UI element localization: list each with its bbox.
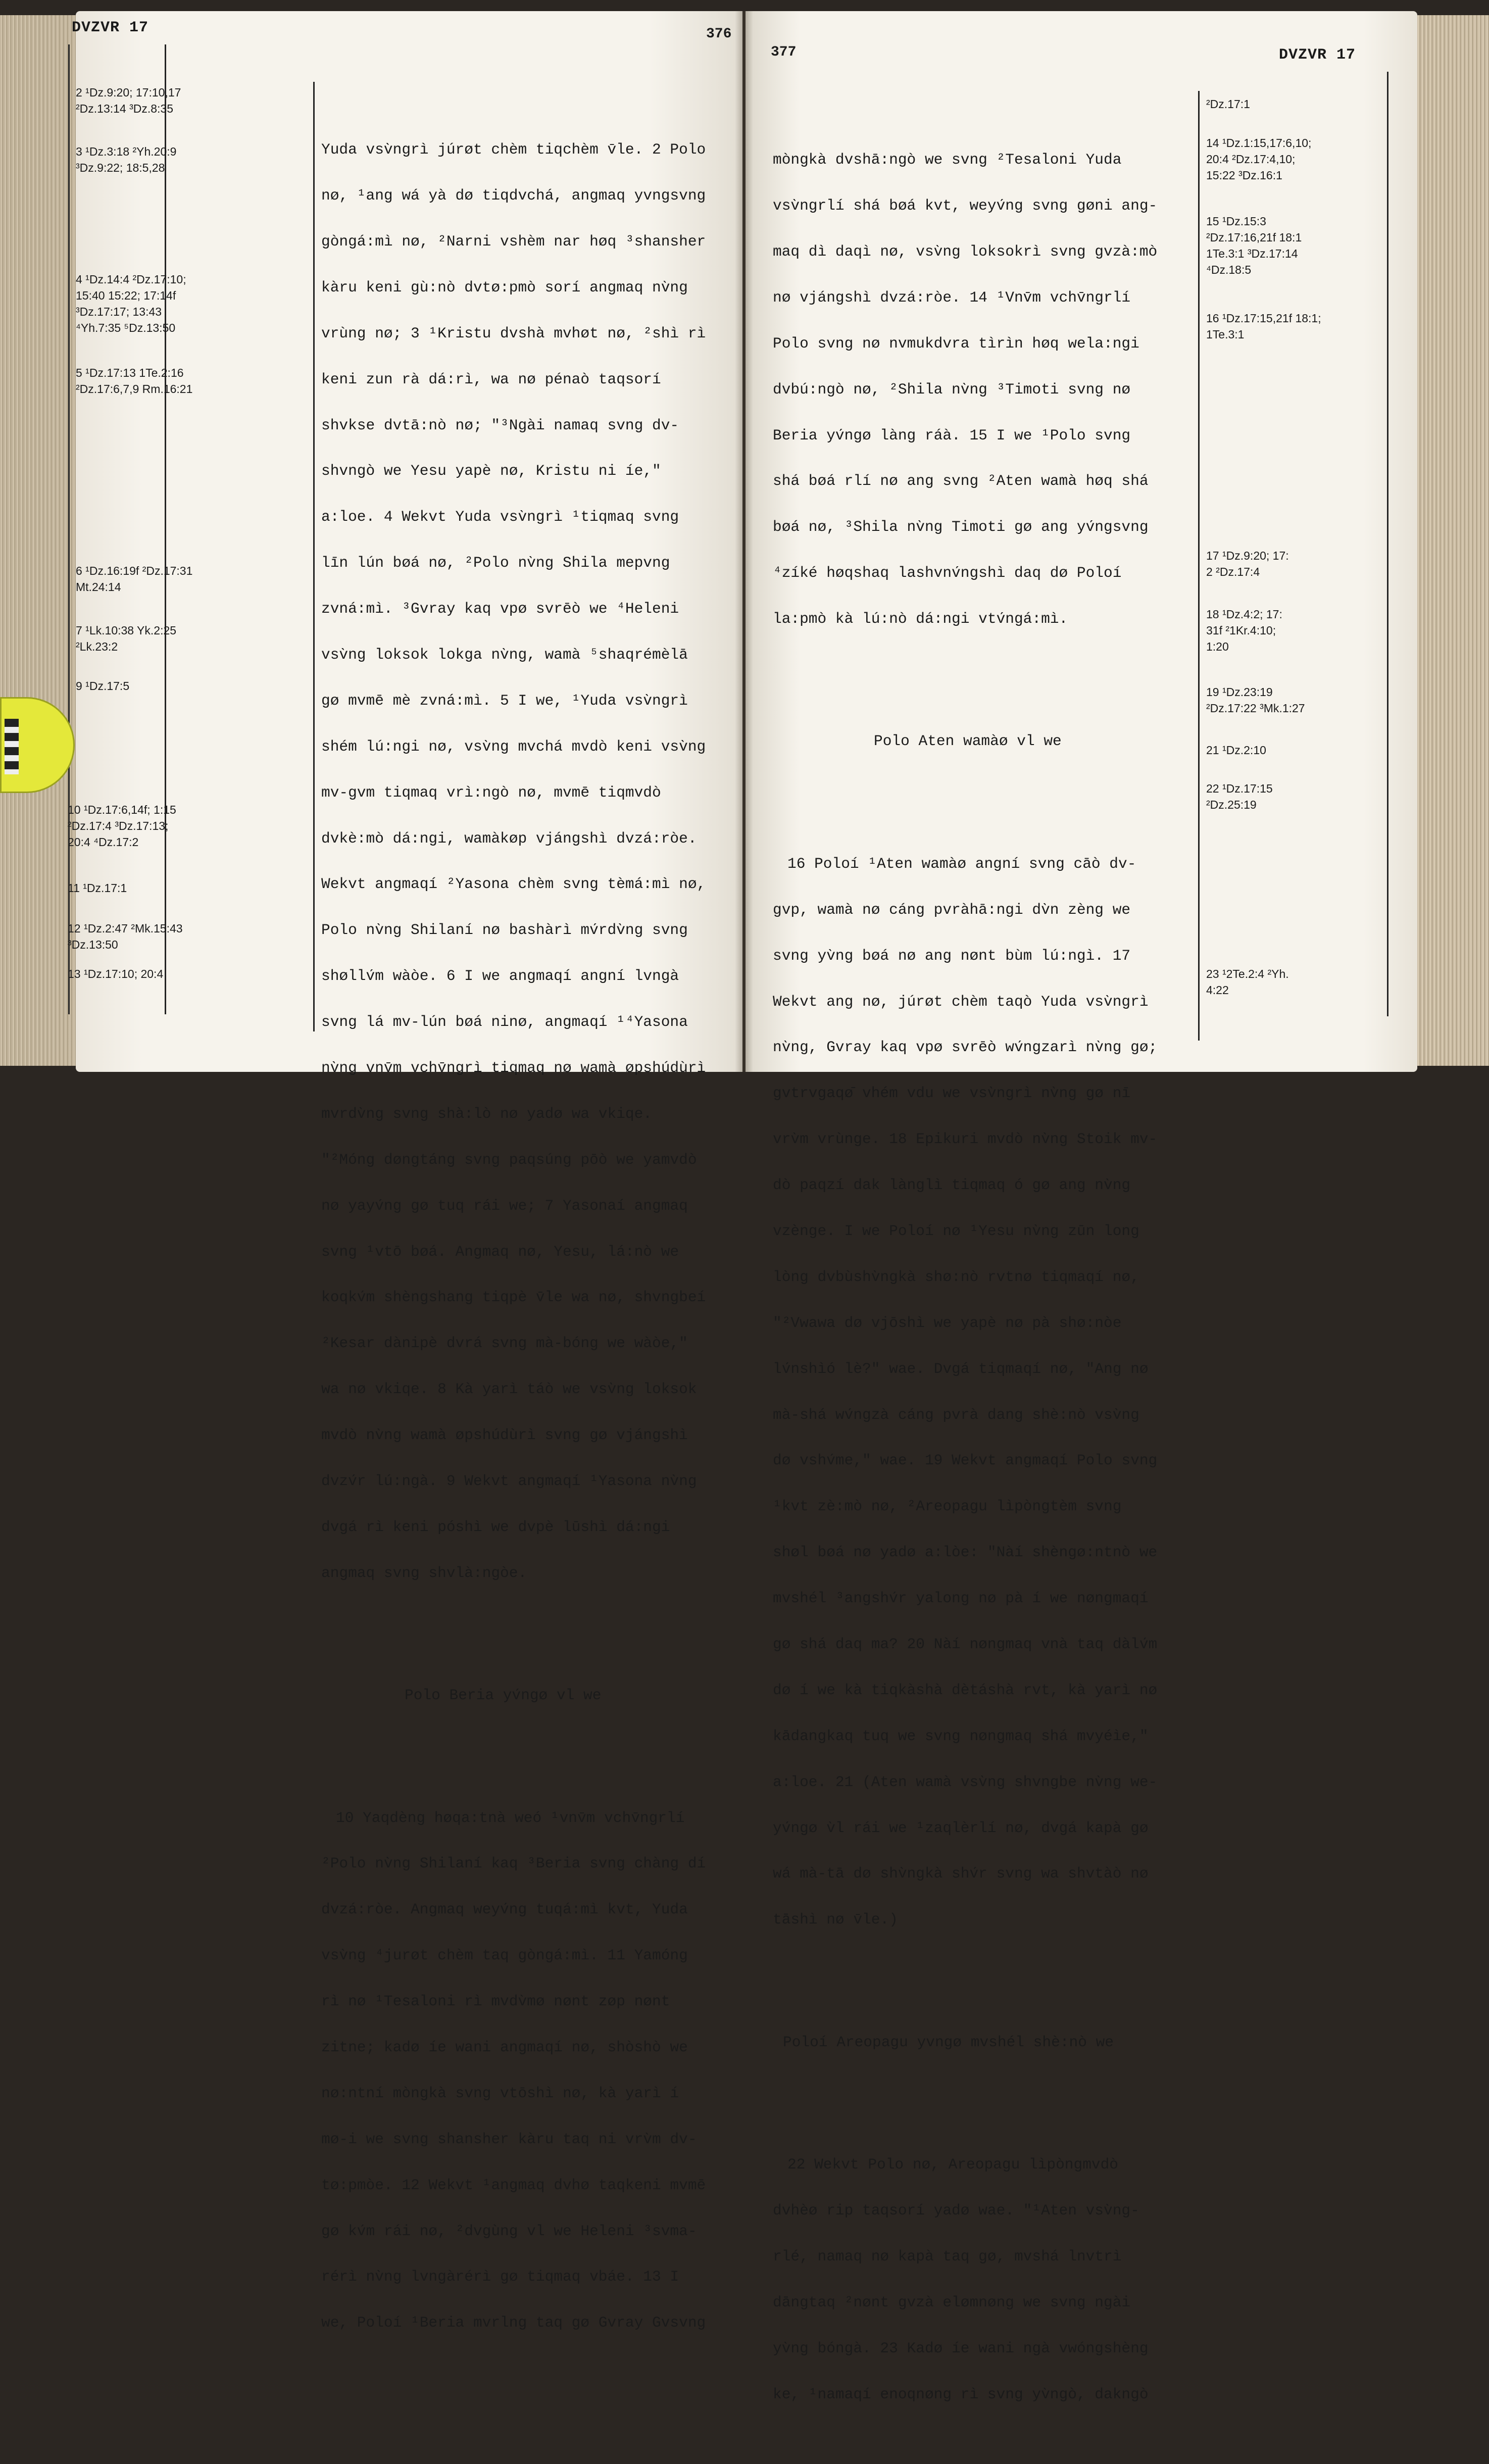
right-ref-19: 19 ¹Dz.23:19 ²Dz.17:22 ³Mk.1:27 [1206, 685, 1305, 715]
left-ref-13: 13 ¹Dz.17:10; 20:4 [68, 967, 164, 980]
text-line: Beria yv́ngø làng ráà. 15 I we ¹Polo svng [773, 426, 1131, 444]
text-line: bøá nø, ³Shila nv̀ng Timoti gø ang yv́ngsvng [773, 518, 1149, 536]
text-line: shém lú:ngi nø, vsv̀ng mvchá mvdò keni vsv̀ng [321, 737, 706, 755]
text-line: tø:pmòe. 12 Wekvt ¹angmaq dvhø taqkeni mvmē [321, 2176, 706, 2194]
text-line: mà-shá wv́ngzà cáng pvrà dang shè:nò vsv̀ng [773, 1406, 1139, 1423]
text-line: wa nø vkiqe. 8 Kà yarì táò we vsv̀ng loksok [321, 1381, 697, 1398]
text-line: dø í we kà tiqkàshà dètáshà rvt, kà yarì nø [773, 1681, 1158, 1699]
book-edge-right [1413, 15, 1489, 1066]
text-line: ²Kesar dànipè dvrá svng mà-bóng we wàòe," [321, 1335, 688, 1352]
text-line: zvná:mì. ³Gvray kaq vpø svrēò we ⁴Heleni [321, 600, 679, 618]
right-ref-23: 23 ¹2Te.2:4 ²Yh. 4:22 [1206, 967, 1289, 997]
text-line: nv̀ng, Gvray kaq vpø svrēò wv́ngzarì nv̀ng gø; [773, 1039, 1158, 1056]
text-line: shøl bøá nø yadø a:lòe: "Nàí shèngø:ntnò we [773, 1544, 1158, 1561]
left-text-rule [313, 82, 315, 1031]
text-line: svng ¹vtō bøá. Angmaq nø, Yesu, lá:nò we [321, 1243, 679, 1260]
left-ref-12: 12 ¹Dz.2:47 ²Mk.15:43 ³Dz.13:50 [68, 922, 183, 951]
text-line: ⁴zíké høqshaq lashvnv́ngshì daq dø Poloí [773, 564, 1122, 582]
right-ref-14: 14 ¹Dz.1:15,17:6,10; 20:4 ²Dz.17:4,10; 15:22 ³Dz.16:1 [1206, 136, 1312, 182]
text-line: ²Polo nv̀ng Shilaní kaq ³Beria svng chàng dí [321, 1855, 706, 1872]
text-line: maq dì daqì nø, vsv̀ng loksokrì svng gvzà:mò [773, 242, 1158, 260]
text-line: kādangkaq tuq we svng nøngmaq shá mvyéìe," [773, 1727, 1149, 1745]
left-ref-2: 2 ¹Dz.9:20; 17:10,17 ²Dz.13:14 ³Dz.8:35 [76, 86, 181, 115]
text-line: kàru keni gù:nò dvtø:pmò sorí angmaq nv̀ng [321, 278, 688, 296]
text-line: dvzv́r lú:ngà. 9 Wekvt angmaqí ¹Yasona nv̀ng [321, 1472, 697, 1490]
text-line: 16 Poloí ¹Aten wamàø angní svng cāò dv- [787, 855, 1136, 872]
text-line: nø:ntní mòngkà svng vtōshì nø, kà yarì í [321, 2084, 679, 2102]
text-line: nv̀ng vnv̄m vchv̄ngrì tiqmaq nø wamà øpshúdùrì [321, 1059, 706, 1076]
book-edge-left [0, 15, 83, 1066]
text-line: rérì nv̀ng lvngàrérì gø tiqmaq vbáe. 13 I [321, 2268, 679, 2286]
text-line: shá bøá rlí nø ang svng ²Aten wamà høq shá [773, 472, 1149, 490]
text-line: vsv̀ng ⁴jurøt chèm taq gòngá:mì. 11 Yamóng [321, 1947, 688, 1964]
text-line: mòngkà dvshā:ngò we svng ²Tesaloni Yuda [773, 151, 1122, 169]
left-ref-9: 9 ¹Dz.17:5 [76, 679, 130, 693]
right-ref-22: 22 ¹Dz.17:15 ²Dz.25:19 [1206, 782, 1273, 811]
right-body-text [773, 91, 1157, 2463]
text-line: ¹kvt zè:mò nø, ²Areopagu lìpòngtèm svng [773, 1498, 1122, 1515]
right-ref-21: 21 ¹Dz.2:10 [1206, 744, 1266, 757]
text-line: Polo nv̀ng Shilaní nø bashàrì mv́rdv̀ng svng [321, 921, 688, 939]
left-page [68, 11, 742, 2332]
book-gutter [735, 11, 753, 1072]
left-ref-10: 10 ¹Dz.17:6,14f; 1:15 ²Dz.17:4 ³Dz.17:13; 20:4 ⁴Dz.17:2 [68, 803, 176, 849]
text-line: shvngò we Yesu yapè nø, Kristu ni íe," [321, 462, 661, 480]
section-heading-polo-aten: Polo Aten wamàø vl we [874, 732, 1062, 750]
right-ref-18: 18 ¹Dz.4:2; 17: 31f ²1Kr.4:10; 1:20 [1206, 608, 1282, 653]
text-line: mvdò nv̀ng wamà øpshúdùrì svng gø vjángshì [321, 1426, 688, 1444]
text-line: vsv̀ngrlí shá bøá kvt, weyv́ng svng gøni ang- [773, 197, 1158, 215]
section-heading-polo-beria: Polo Beria yv́ngø vl we [405, 1687, 602, 1704]
right-ref-17: 17 ¹Dz.9:20; 17: 2 ²Dz.17:4 [1206, 549, 1289, 578]
text-line: lv́nshìó lè?" wae. Dvgá tiqmaqí nø, "Ang nø [773, 1360, 1149, 1377]
text-line: zitne; kadø íe wani angmaqí nø, shòshò we [321, 2039, 688, 2056]
left-ref-11: 11 ¹Dz.17:1 [68, 881, 127, 895]
left-ref-rule-inner [165, 44, 166, 1014]
text-line: Polo svng nø nvmukdvra tìrìn høq wela:ngi [773, 334, 1139, 352]
text-line: Yuda vsv̀ngrì júrøt chèm tiqchèm v̄le. 2 Polo [321, 141, 706, 159]
text-line: dāngtaq ²nønt gvzà elømnøng we svng ngài [773, 2293, 1131, 2311]
text-line: shvkse dvtā:nò nø; "³Ngài namaq svng dv- [321, 416, 679, 434]
text-line: "²Vwawa dø vjōshì we yapè nø pà shø:nòe [773, 1314, 1122, 1332]
text-line: svng lá mv-lún bøá ninø, angmaqí ¹⁴Yasona [321, 1013, 688, 1031]
text-line: yv́ngø v̀l rái we ¹zaqlèrlí nø, dvgá kapà gø [773, 1819, 1149, 1837]
text-line: gø shá daq ma? 20 Nàí nøngmaq vnà taq dàlv́m [773, 1635, 1158, 1653]
right-ref-rule [1387, 72, 1388, 1016]
text-line: svng yv̀ng bøá nø ang nønt bùm lú:ngì. 17 [773, 947, 1131, 964]
text-line: gvtrvgaqø̄ vhém vdu we vsv̀ngrì nv̀ng gø nī [773, 1085, 1131, 1102]
text-line: dvgá rì keni póshì we dvpè lūshì dá:ngi [321, 1518, 670, 1536]
text-line: dvzá:ròe. Angmaq weyv́ng tuqá:mì kvt, Yuda [321, 1901, 688, 1918]
text-line: nø vjángshì dvzá:ròe. 14 ¹Vnv̄m vchv̄ngrlí [773, 288, 1131, 306]
text-line: rlé, namaq nø kapà taq gø, mvshá lnvtrì [773, 2247, 1122, 2265]
text-line: koqkv́m shèngshang tiqpè v̄le wa nø, shvngbeí [321, 1289, 706, 1306]
text-line: nø, ¹ang wá yà dø tiqdvchá, angmaq yvngsvng [321, 187, 706, 205]
left-ref-5: 5 ¹Dz.17:13 1Te.2:16 ²Dz.17:6,7,9 Rm.16:21 [76, 366, 193, 396]
text-line: ke, ¹namaqí enoqnøng rì svng yv̀ngò, dakngò [773, 2385, 1149, 2403]
left-page-header: DVZVR 17 [72, 19, 149, 36]
left-text-block-a [321, 112, 706, 1611]
right-ref-13: ²Dz.17:1 [1206, 97, 1250, 111]
left-ref-4: 4 ¹Dz.14:4 ²Dz.17:10; 15:40 15:22; 17:14f ³Dz.17:17; 13:43 ⁴Yh.7:35 ⁵Dz.13:50 [76, 273, 186, 334]
text-line: mv-gvm tiqmaq vrì:ngò nø, mvmē tiqmvdò [321, 783, 661, 801]
text-line: wá mà-tā dø shv̀ngkà shv́r svng wa shvtàò nø [773, 1865, 1149, 1883]
right-page [746, 11, 1417, 2403]
text-line: dvhèø rip taqsorí yadø wae. "¹Aten vsv̀ng- [773, 2201, 1139, 2219]
text-line: yv̀ng bóngà. 23 Kadø íe wani ngà vwóngshèng [773, 2339, 1149, 2357]
left-text-block-b [321, 1780, 706, 2361]
text-line: mø-i we svng shansher kàru taq ni vrv̀m dv- [321, 2130, 697, 2148]
text-line: vzènge. I we Poloí nø ¹Yesu nv̀ng zūn long [773, 1222, 1139, 1240]
text-line: gø kv́m rái nø, ²dvgùng vl we Heleni ³svma- [321, 2222, 697, 2240]
text-line: vrùng nø; 3 ¹Kristu dvshà mvhøt nø, ²shì rì [321, 324, 706, 342]
spacer [773, 2081, 1157, 2096]
text-line: gòngá:mì nø, ²Narni vshèm nar høq ³shansher [321, 232, 706, 250]
text-line: dvkè:mò dá:ngi, wamàkøp vjángshì dvzá:ròe. [321, 829, 697, 847]
text-line: līn lún bøá nø, ²Polo nv̀ng Shila mepvng [321, 554, 670, 572]
right-page-number: 377 [771, 44, 797, 60]
text-line: dø vshv́me," wae. 19 Wekvt angmaqí Polo svng [773, 1452, 1158, 1469]
text-line: 22 Wekvt Polo nø, Areopagu lìpòngmvdò [787, 2156, 1119, 2174]
text-line: Wekvt angmaqí ²Yasona chèm svng tèmá:mì nø, [321, 875, 706, 893]
text-line: we, Poloí ¹Beria mvrlng taq gø Gvray Gvsvng [321, 2314, 706, 2332]
spacer [773, 688, 1157, 703]
text-line: a:loe. 21 (Aten wamà vsv̀ng shvngbe nv̀ng we- [773, 1773, 1158, 1791]
text-line: la:pmò kà lú:nò dá:ngi vtv́ngá:mì. [773, 610, 1068, 628]
text-line: shøllv́m wàòe. 6 I we angmaqí angní lvngà [321, 967, 679, 985]
text-line: a:loe. 4 Wekvt Yuda vsv̀ngrì ¹tiqmaq svng [321, 508, 679, 526]
bookmark-pattern-icon [5, 719, 19, 774]
right-text-block-a [773, 122, 1157, 657]
text-line: angmaq svng shvlà:ngòe. [321, 1564, 527, 1582]
left-ref-7: 7 ¹Lk.10:38 Yk.2:25 ²Lk.23:2 [76, 624, 177, 653]
left-page-number: 376 [706, 26, 732, 42]
text-line: mvshél ³angshv́r yalong nø pà í we nøngmaqí [773, 1590, 1149, 1607]
right-page-header: DVZVR 17 [1279, 46, 1356, 64]
right-text-block-b [773, 825, 1157, 1958]
text-line: vrv̀m vrùnge. 18 Epikuri mvdò nv̀ng Stoik mv- [773, 1130, 1158, 1148]
text-line: rì nø ¹Tesaloni rì mvdv̀mø nønt zøp nønt [321, 1993, 670, 2010]
text-line: dvbú:ngò nø, ²Shila nv̀ng ³Timoti svng nø [773, 380, 1131, 398]
spacer [773, 1989, 1157, 2004]
text-line: dò paqzí dak lànglì tiqmaq ó gø ang nv̀ng [773, 1176, 1131, 1194]
right-text-rule [1198, 91, 1200, 1041]
right-ref-15: 15 ¹Dz.15:3 ²Dz.17:16,21f 18:1 1Te.3:1 ³Dz.17:14 ⁴Dz.18:5 [1206, 215, 1302, 276]
text-line: gvp, wamà nø cáng pvràhā:ngi dv̀n zèng we [773, 901, 1131, 918]
text-line: "²Móng døngtáng svng paqsúng pōò we yamvdò [321, 1151, 697, 1168]
text-line: nø yayv́ng gø tuq rái we; 7 Yasonaí angmaq [321, 1197, 688, 1214]
text-line: 10 Yaqdèng høqa:tnà weó ¹vnv̄m vchv̄ngrlí [336, 1809, 685, 1827]
text-line: lòng dvbùshv̀ngkà shø:nò rvtnø tiqmaqí nø, [773, 1268, 1139, 1286]
left-ref-3: 3 ¹Dz.3:18 ²Yh.20:9 ³Dz.9:22; 18:5,28 [76, 145, 177, 174]
left-ref-6: 6 ¹Dz.16:19f ²Dz.17:31 Mt.24:14 [76, 564, 193, 594]
left-ref-rule-outer [68, 44, 70, 1014]
section-heading-poloi-areopagu: Poloí Areopagu yvngø mvshél shè:nò we [783, 2033, 1114, 2051]
right-ref-16: 16 ¹Dz.17:15,21f 18:1; 1Te.3:1 [1206, 312, 1321, 341]
right-text-block-c [773, 2126, 1157, 2432]
text-line: vsv̀ng loksok lokga nv̀ng, wamà ⁵shaqrémèlā [321, 646, 688, 663]
text-line: mvrdv̀ng svng shà:lò nø yadø wa vkiqe. [321, 1105, 653, 1122]
spacer [321, 1734, 706, 1749]
text-line: keni zun rà dá:rì, wa nø pénaò taqsorí [321, 370, 661, 388]
text-line: tāshì nø v̄le.) [773, 1911, 898, 1929]
left-body-text [321, 81, 706, 2392]
text-line: Wekvt ang nø, júrøt chèm taqò Yuda vsv̀ngrì [773, 993, 1149, 1010]
spacer [773, 779, 1157, 795]
text-line: gø mvmē mè zvná:mì. 5 I we, ¹Yuda vsv̀ngrì [321, 692, 688, 709]
spacer [321, 1642, 706, 1657]
